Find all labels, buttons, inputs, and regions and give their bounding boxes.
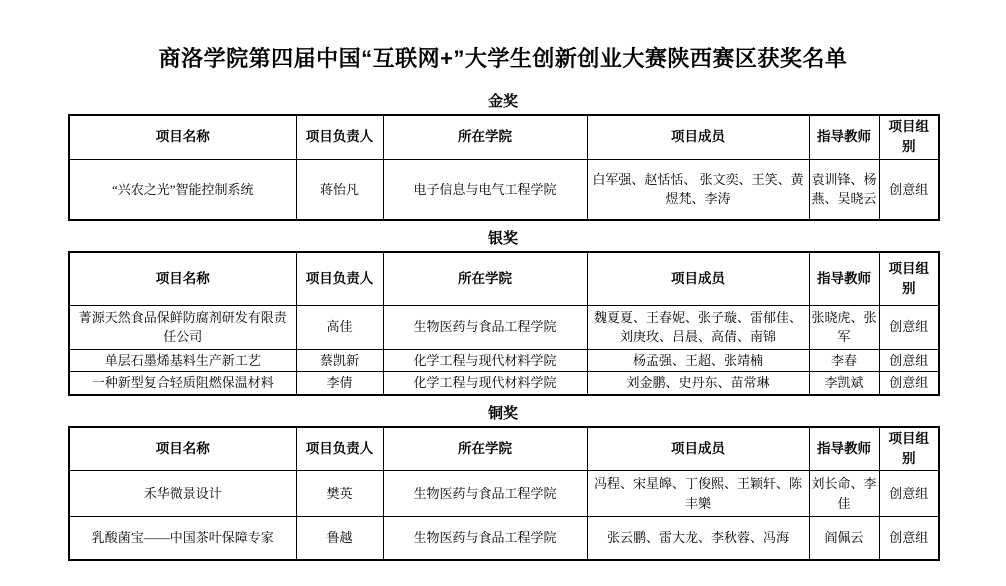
column-header: 项目组别 [879, 252, 939, 305]
column-header: 项目成员 [587, 115, 809, 159]
column-header: 所在学院 [383, 427, 587, 471]
cell-name: 禾华微景设计 [69, 471, 296, 517]
table-row [69, 159, 939, 220]
cell-members: 杨孟强、王超、张靖楠 [587, 349, 809, 372]
cell-college: 化学工程与现代材料学院 [383, 372, 587, 395]
column-header: 项目成员 [587, 252, 809, 305]
cell-advisors: 李春 [809, 349, 879, 372]
column-header: 项目名称 [69, 252, 296, 305]
cell-advisors: 刘长命、李佳 [809, 471, 879, 517]
column-header: 项目名称 [69, 115, 296, 159]
award-table [68, 114, 940, 221]
cell-members: 张云鹏、雷大龙、李秋蓉、冯海 [587, 517, 809, 560]
award-section-title: 金奖 [487, 94, 518, 110]
award-section-title: 银奖 [487, 231, 518, 247]
cell-group: 创意组 [879, 349, 939, 372]
cell-group: 创意组 [879, 517, 939, 560]
cell-leader: 樊英 [296, 471, 383, 517]
award-table [68, 251, 940, 396]
cell-name: 乳酸菌宝——中国茶叶保障专家 [69, 517, 296, 560]
column-header: 项目成员 [587, 427, 809, 471]
award-sections [68, 90, 938, 561]
cell-group: 创意组 [879, 159, 939, 220]
cell-members: 刘金鹏、史丹东、苗常琳 [587, 372, 809, 395]
cell-leader: 蒋怡凡 [296, 159, 383, 220]
table-row [69, 471, 939, 517]
table-header-row [69, 427, 939, 471]
cell-name: 单层石墨烯基料生产新工艺 [69, 349, 296, 372]
cell-name: 一种新型复合轻质阻燃保温材料 [69, 372, 296, 395]
cell-college: 生物医药与食品工程学院 [383, 305, 587, 349]
cell-leader: 蔡凯新 [296, 349, 383, 372]
column-header: 所在学院 [383, 252, 587, 305]
table-row [69, 349, 939, 372]
award-section-title: 铜奖 [487, 405, 518, 422]
cell-members: 白军强、赵恬恬、 张文奕、王笑、黄煜梵、李涛 [587, 159, 809, 220]
table-header-row [69, 252, 939, 305]
column-header: 项目组别 [879, 115, 939, 159]
cell-group: 创意组 [879, 471, 939, 517]
column-header: 指导教师 [809, 115, 879, 159]
column-header: 指导教师 [809, 427, 879, 471]
cell-leader: 李倩 [296, 372, 383, 395]
cell-group: 创意组 [879, 305, 939, 349]
page-title: 商洛学院第四届中国“互联网+”大学生创新创业大赛陕西赛区获奖名单 [158, 46, 848, 71]
table-row [69, 305, 939, 349]
cell-leader: 高佳 [296, 305, 383, 349]
cell-college: 电子信息与电气工程学院 [383, 159, 587, 220]
award-table [68, 426, 940, 561]
cell-college: 化学工程与现代材料学院 [383, 349, 587, 372]
column-header: 项目组别 [879, 427, 939, 471]
column-header: 项目负责人 [296, 252, 383, 305]
cell-advisors: 袁训锋、杨燕、吴晓云 [809, 159, 879, 220]
cell-advisors: 阎佩云 [809, 517, 879, 560]
cell-college: 生物医药与食品工程学院 [383, 517, 587, 560]
document [68, 0, 938, 561]
table-header-row [69, 115, 939, 159]
cell-members: 魏夏夏、王春妮、张子璇、雷郁佳、刘庚玫、吕晨、高倩、南锦 [587, 305, 809, 349]
cell-name: 菁源天然食品保鲜防腐剂研发有限责任公司 [69, 305, 296, 349]
column-header: 指导教师 [809, 252, 879, 305]
cell-advisors: 张晓虎、张军 [809, 305, 879, 349]
cell-leader: 鲁越 [296, 517, 383, 560]
cell-name: “兴农之光”智能控制系统 [69, 159, 296, 220]
table-row [69, 372, 939, 395]
column-header: 项目负责人 [296, 115, 383, 159]
cell-college: 生物医药与食品工程学院 [383, 471, 587, 517]
cell-members: 冯程、宋星皞、丁俊熙、王颖轩、陈丰樂 [587, 471, 809, 517]
cell-advisors: 李凯斌 [809, 372, 879, 395]
cell-group: 创意组 [879, 372, 939, 395]
column-header: 项目负责人 [296, 427, 383, 471]
column-header: 项目名称 [69, 427, 296, 471]
table-row [69, 517, 939, 560]
column-header: 所在学院 [383, 115, 587, 159]
